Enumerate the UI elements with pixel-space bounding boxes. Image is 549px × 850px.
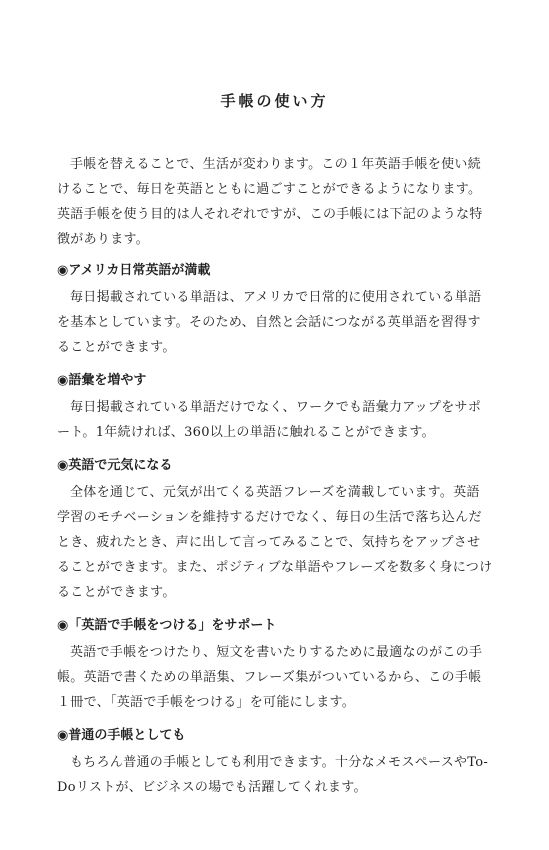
section-body: 全体を通じて、元気が出てくる英語フレーズを満載しています。英語学習のモチベーションを維持するだけでなく、毎日の生活で落ち込んだとき、疲れたとき、声に出して言ってみることで、気持ちをアップさせることができます。また、ポジティブな単語やフレーズを数多く身につけることができます。	[57, 485, 493, 600]
section-heading: ◉アメリカ日常英語が満載	[57, 263, 211, 278]
section-body: 毎日掲載されている単語は、アメリカで日常的に使用されている単語を基本としています。そのため、自然と会話につながる英単語を習得することができます。	[57, 290, 482, 355]
section-body: 毎日掲載されている単語だけでなく、ワークでも語彙力アップをサポート。1年続ければ、360以上の単語に触れることができます。	[57, 400, 482, 440]
section-heading: ◉語彙を増やす	[57, 373, 147, 388]
section-heading: ◉「英語で手帳をつける」をサポート	[57, 618, 277, 633]
intro-paragraph: 手帳を替えることで、生活が変わります。この１年英語手帳を使い続けることで、毎日を英語とともに過ごすことができるようになります。英語手帳を使う目的は人それぞれですが、この手帳には下記のような特徴があります。	[57, 157, 483, 247]
section-heading: ◉普通の手帳としても	[57, 728, 186, 743]
section-body: 英語で手帳をつけたり、短文を書いたりするために最適なのがこの手帳。英語で書くための単語集、フレーズ集がついているから、この手帳１冊で、「英語で手帳をつける」を可能にします。	[57, 645, 483, 710]
section-heading: ◉英語で元気になる	[57, 458, 173, 473]
page-title: 手帳の使い方	[220, 92, 329, 111]
section-body: もちろん普通の手帳としても利用できます。十分なメモスペースやTo-Doリストが、ビジネスの場でも活躍してくれます。	[57, 755, 489, 795]
section-energy	[57, 457, 493, 605]
section-vocabulary	[57, 372, 493, 445]
section-diary-support	[57, 617, 493, 715]
section-american-english	[57, 262, 493, 360]
section-regular-planner	[57, 727, 493, 800]
